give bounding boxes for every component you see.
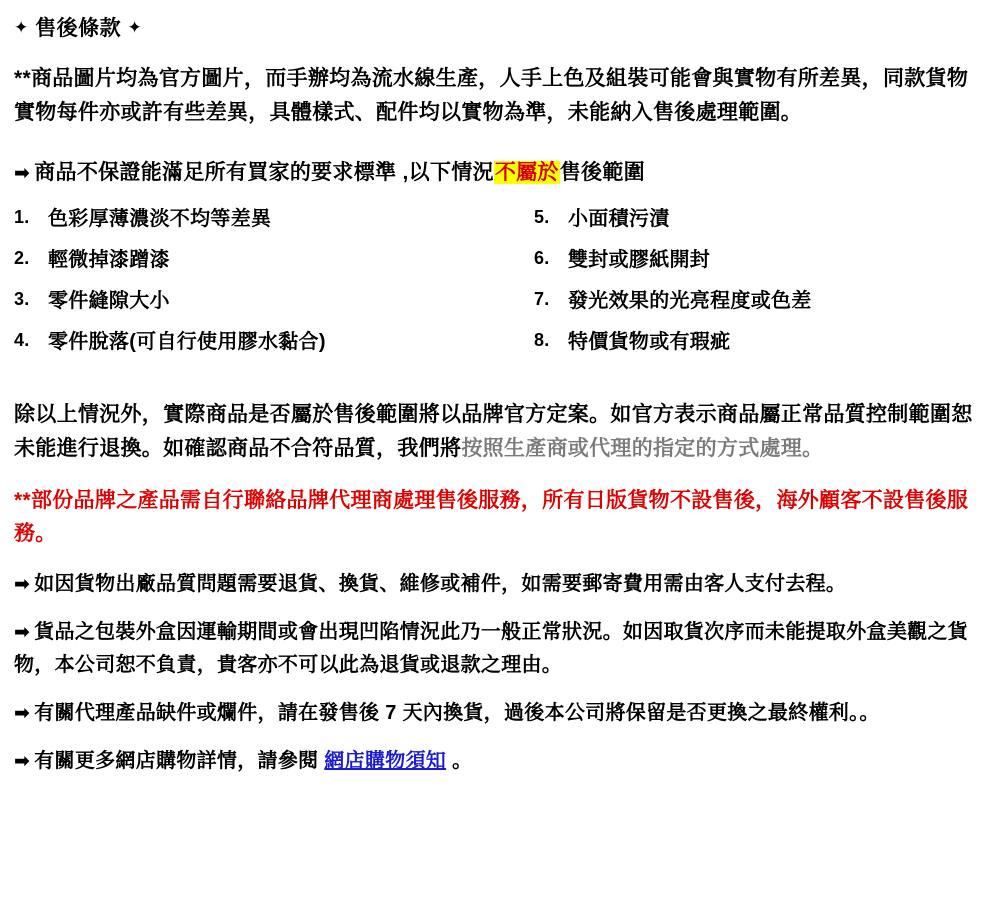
note-shipping-fee: [14, 568, 986, 600]
list-item-number: 7.: [534, 288, 550, 309]
exclusion-list-right: [500, 204, 986, 368]
arrow-right-icon: ➡: [14, 163, 31, 185]
list-item: [14, 245, 500, 276]
policy-paragraph: [14, 398, 986, 466]
list-item-number: 5.: [534, 206, 550, 227]
arrow-right-icon: ➡: [14, 702, 31, 724]
list-item: [534, 204, 986, 235]
list-item: [534, 245, 986, 276]
note-text: 有關代理產品缺件或爛件，請在發售後 7 天內換貨，過後本公司將保留是否更換之最終權利。。: [34, 701, 880, 724]
list-item-label: 零件縫隙大小: [48, 289, 170, 312]
list-item: [534, 327, 986, 358]
red-notice: **部份品牌之產品需自行聯絡品牌代理商處理售後服務，所有日版貨物不設售後，海外顧客不設售後服務。: [14, 488, 969, 545]
list-item-label: 發光效果的光亮程度或色差: [568, 289, 812, 312]
note-text: 如因貨物出廠品質問題需要退貨、換貨、維修或補件，如需要郵寄費用需由客人支付去程。: [34, 573, 847, 595]
note-exchange-period: [14, 697, 986, 729]
list-item-number: 4.: [14, 329, 30, 350]
list-item: [14, 204, 500, 235]
list-item-number: 6.: [534, 247, 550, 268]
arrow-right-icon: ➡: [14, 622, 31, 644]
policy-paragraph-part1: 除以上情況外，實際商品是否屬於售後範圍將以品牌官方定案。如官方表示商品屬正常品質控制範圍恕未能進行退換。如確認商品不合符品質，我們將: [14, 402, 973, 460]
exclusion-heading-highlight: 不屬於: [494, 161, 559, 185]
list-item: [14, 286, 500, 317]
list-item-label: 小面積污漬: [568, 207, 670, 230]
list-item-label: 特價貨物或有瑕疵: [568, 330, 731, 353]
star-icon-left: ✦: [14, 18, 29, 37]
note-text-before: 有關更多網店購物詳情，請參閱: [34, 750, 325, 773]
list-item-label: 零件脫落(可自行使用膠水黏合): [48, 330, 326, 353]
exclusion-lists: [14, 204, 986, 368]
note-more-info: [14, 745, 986, 777]
page-title: [14, 12, 1002, 42]
policy-paragraph-part2: 按照生產商或代理的指定的方式處理。: [461, 436, 824, 460]
shop-guide-link[interactable]: 網店購物須知: [324, 750, 447, 773]
note-package-damage: [14, 616, 986, 680]
star-icon-right: ✦: [127, 18, 143, 37]
exclusion-heading-after: 售後範圍: [559, 161, 645, 185]
list-item-label: 輕微掉漆蹭漆: [48, 248, 170, 271]
list-item: [14, 327, 500, 358]
list-item-label: 色彩厚薄濃淡不均等差異: [48, 207, 272, 230]
exclusion-heading: [14, 156, 986, 190]
intro-paragraph: **商品圖片均為官方圖片，而手辦均為流水線生產，人手上色及組裝可能會與實物有所差異，同款貨物實物每件亦或許有些差異，具體樣式、配件均以實物為準，未能納入售後處理範圍。: [14, 67, 969, 125]
arrow-right-icon: ➡: [14, 574, 31, 595]
list-item-number: 3.: [14, 288, 30, 309]
exclusion-list-left: [14, 204, 500, 368]
document-page: [0, 12, 1002, 904]
list-item-number: 1.: [14, 206, 30, 227]
note-text-after: 。: [446, 750, 473, 773]
list-item-number: 2.: [14, 247, 30, 268]
list-item-label: 雙封或膠紙開封: [568, 248, 711, 271]
page-title-text: 售後條款: [35, 17, 122, 40]
arrow-right-icon: ➡: [14, 751, 31, 773]
list-item: [534, 286, 986, 317]
list-item-number: 8.: [534, 329, 550, 350]
note-text: 貨品之包裝外盒因運輸期間或會出現凹陷情況此乃一般正常狀況。如因取貨次序而未能提取外盒美觀之貨物，本公司恕不負責，貴客亦不可以此為退貨或退款之理由。: [14, 621, 969, 676]
exclusion-heading-before: 商品不保證能滿足所有買家的要求標準 ,以下情況: [34, 161, 494, 185]
